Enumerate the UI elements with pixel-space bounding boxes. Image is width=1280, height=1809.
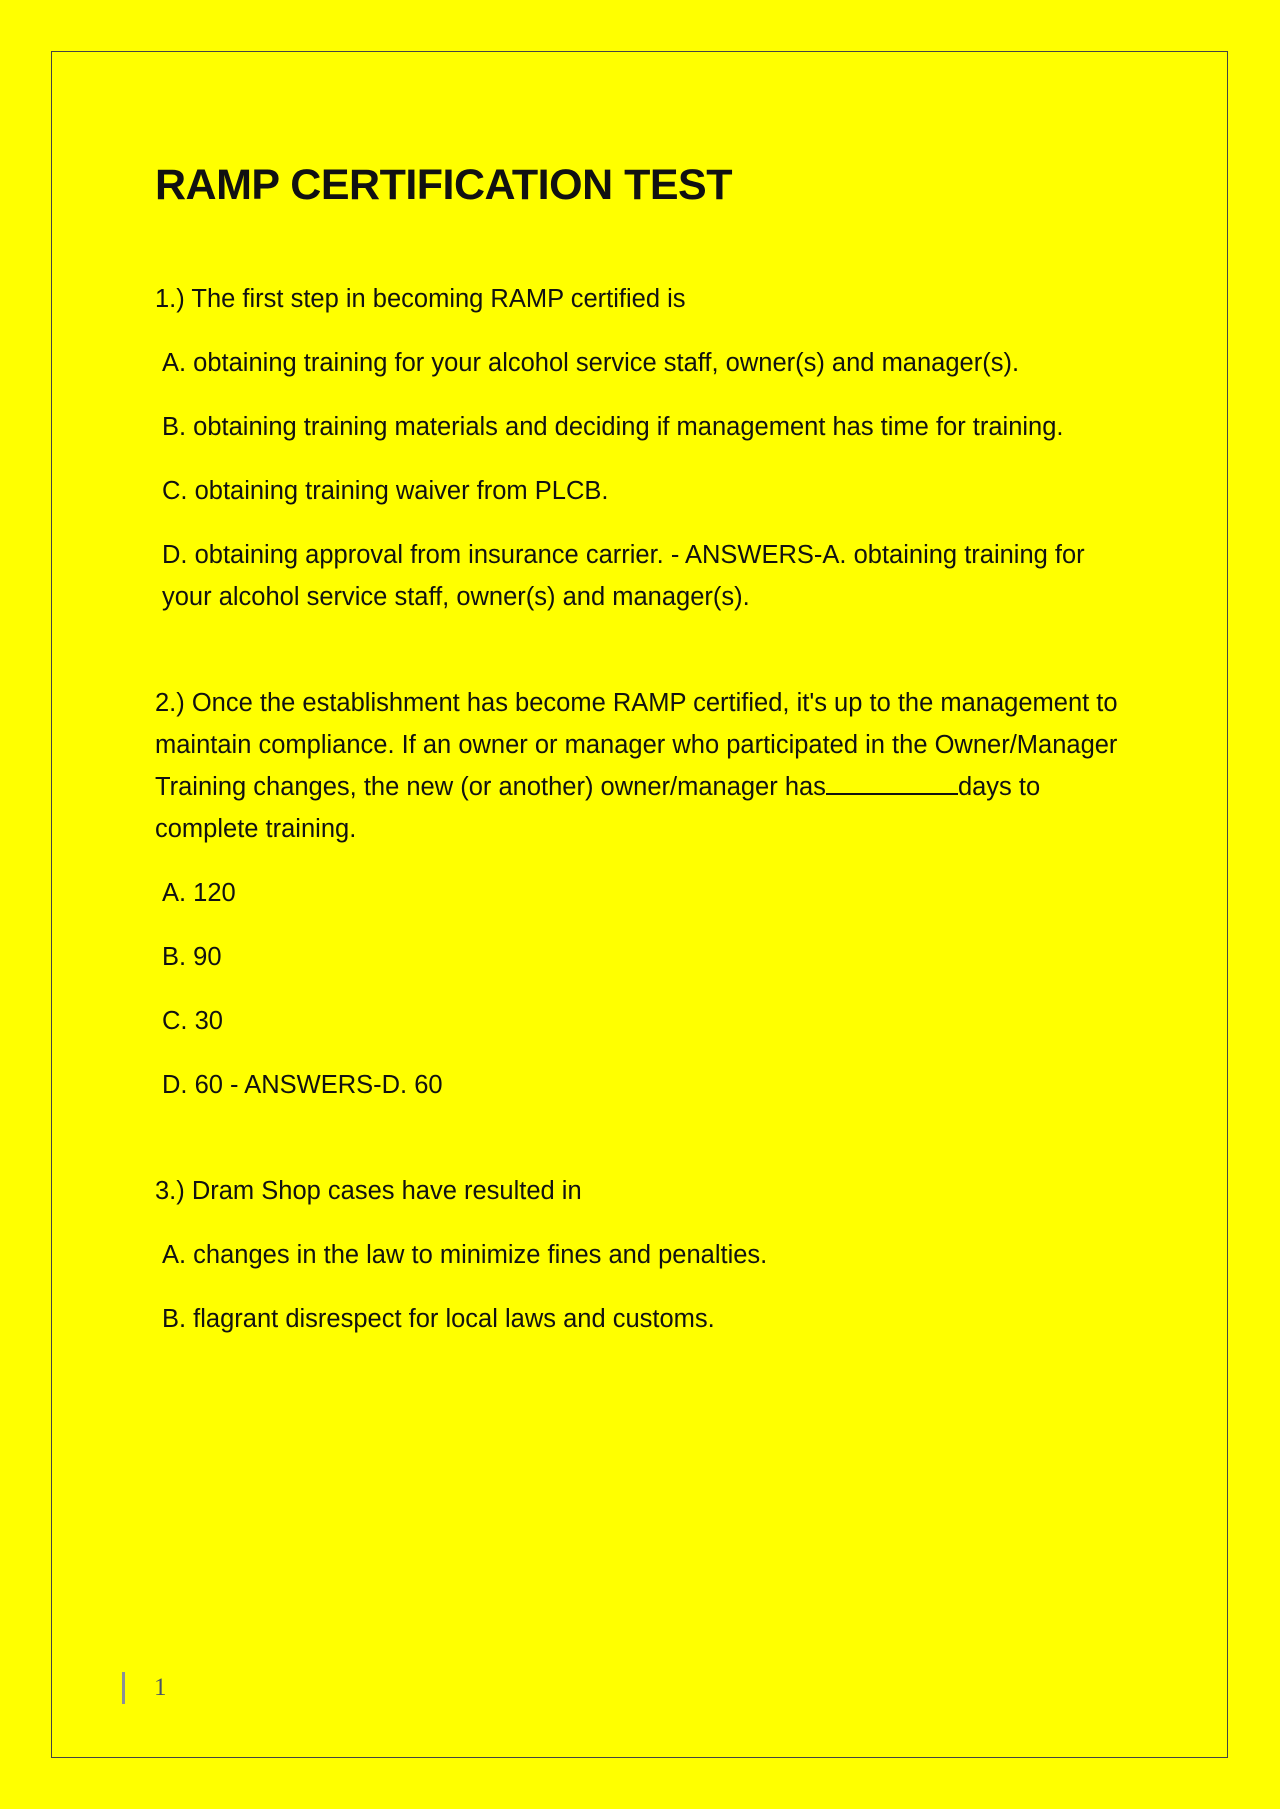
question-stem-text-after-blank: days to complete training. [155, 773, 1041, 843]
answer-blank [826, 769, 958, 795]
option-a: A. obtaining training for your alcohol service staff, owner(s) and manager(s). [162, 349, 1020, 377]
footer-divider [122, 1672, 125, 1704]
option-d: D. obtaining approval from insurance carrier. - ANSWERS-A. obtaining training for your alcohol service staff, owner(s) and manager(s). [162, 541, 1085, 611]
option-c: C. obtaining training waiver from PLCB. [162, 477, 609, 505]
question-1 [155, 278, 1135, 618]
question-stem: 1.) The first step in becoming RAMP certified is [155, 285, 686, 313]
option-a: A. changes in the law to minimize fines and penalties. [162, 1241, 768, 1269]
option-b: B. obtaining training materials and deciding if management has time for training. [162, 413, 1064, 441]
document-title: RAMP CERTIFICATION TEST [155, 161, 732, 209]
question-3 [155, 1170, 1135, 1340]
question-stem-text: 2.) Once the establishment has become RAMP certified, it's up to the management to maintain compliance. If an owner or manager who participated in the Owner/Manager Training changes, the new (or another) owner/manager has [155, 689, 1118, 801]
page-number: 1 [154, 1674, 167, 1701]
question-2 [155, 682, 1135, 1106]
option-a: A. 120 [162, 879, 236, 907]
option-c: C. 30 [162, 1007, 223, 1035]
option-b: B. 90 [162, 943, 222, 971]
option-b: B. flagrant disrespect for local laws and customs. [162, 1305, 715, 1333]
question-stem [155, 682, 1135, 850]
document-body [155, 155, 1135, 1404]
option-d: D. 60 - ANSWERS-D. 60 [162, 1071, 443, 1099]
question-stem: 3.) Dram Shop cases have resulted in [155, 1177, 582, 1205]
